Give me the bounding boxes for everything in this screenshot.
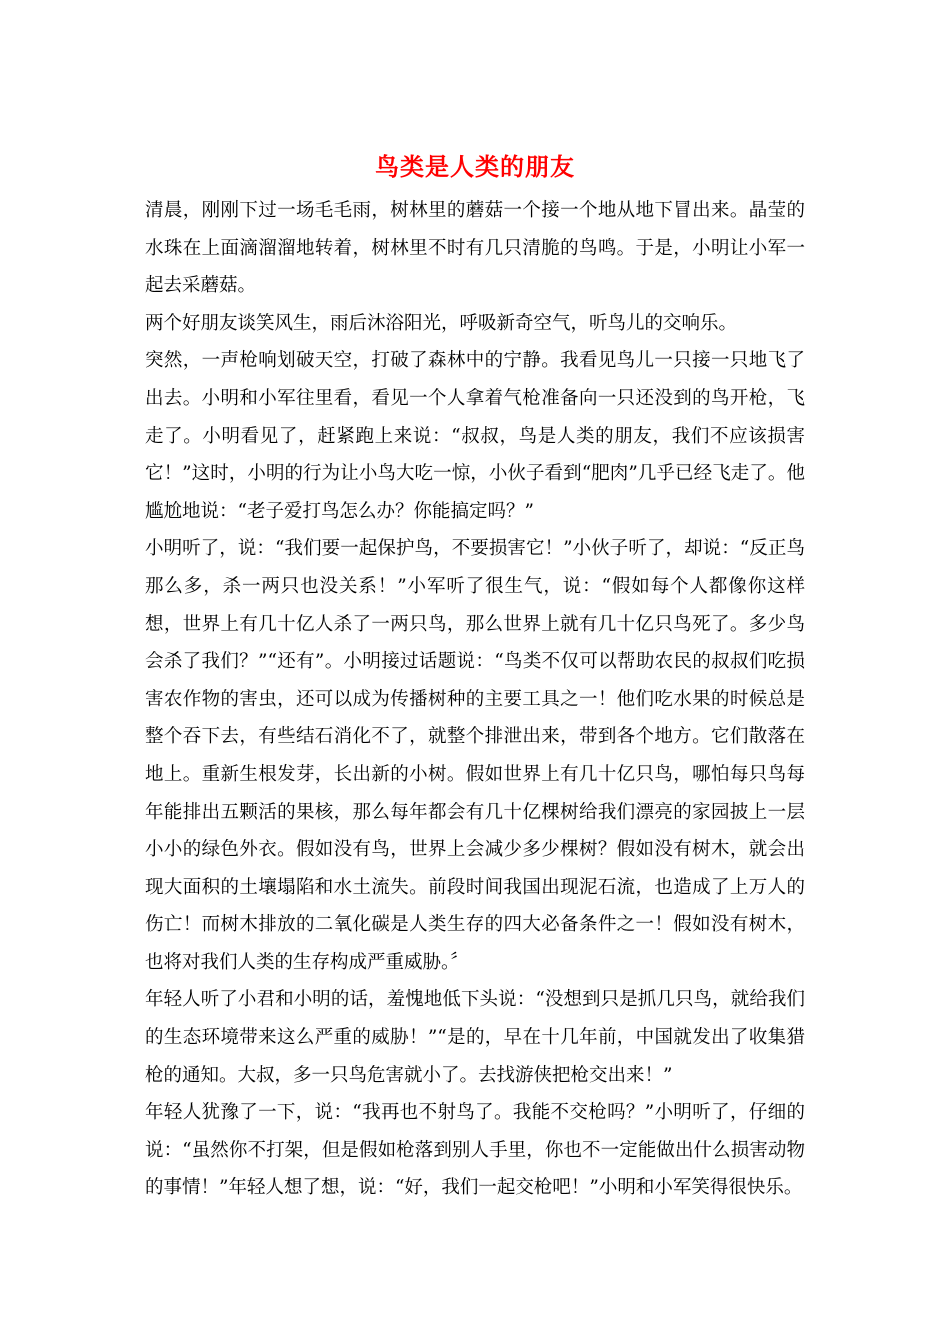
document-body — [145, 192, 805, 1207]
paragraph-4: 小明听了，说：“我们要一起保护鸟，不要损害它！”小伙子听了，却说：“反正鸟那么多，杀一两只也没关系！”小军听了很生气，说：“假如每个人都像你这样想，世界上有几十亿人杀了一两只鸟，那么世界上就有几十亿只鸟死了。多少鸟会杀了我们？”“还有”。小明接过话题说：“鸟类不仅可以帮助农民的叔叔们吃损害农作物的害虫，还可以成为传播树种的主要工具之一！他们吃水果的时候总是整个吞下去，有些结石消化不了，就整个排泄出来，带到各个地方。它们散落在地上。重新生根发芽，长出新的小树。假如世界上有几十亿只鸟，哪怕每只鸟每年能排出五颗活的果核，那么每年都会有几十亿棵树给我们漂亮的家园披上一层小小的绿色外衣。假如没有鸟，世界上会减少多少棵树？假如没有树木，就会出现大面积的土壤塌陷和水土流失。前段时间我国出现泥石流，也造成了上万人的伤亡！而树木排放的二氧化碳是人类生存的四大必备条件之一！假如没有树木，也将对我们人类的生存构成严重威胁。〞 — [145, 538, 805, 973]
paragraph-1: 清晨，刚刚下过一场毛毛雨，树林里的蘑菇一个接一个地从地下冒出来。晶莹的水珠在上面滴溜溜地转着，树林里不时有几只清脆的鸟鸣。于是，小明让小军一起去采蘑菇。 — [145, 200, 805, 297]
paragraph-2: 两个好朋友谈笑风生，雨后沐浴阳光，呼吸新奇空气，听鸟儿的交响乐。 — [145, 312, 738, 334]
paragraph-3: 突然，一声枪响划破天空，打破了森林中的宁静。我看见鸟儿一只接一只地飞了出去。小明和小军往里看，看见一个人拿着气枪准备向一只还没到的鸟开枪，飞走了。小明看见了，赶紧跑上来说：“叔叔，鸟是人类的朋友，我们不应该损害它！”这时，小明的行为让小鸟大吃一惊，小伙子看到“肥肉”几乎已经飞走了。他尴尬地说：“老子爱打鸟怎么办？你能搞定吗？” — [145, 350, 805, 522]
paragraph-6: 年轻人犹豫了一下，说：“我再也不射鸟了。我能不交枪吗？”小明听了，仔细的说：“虽然你不打架，但是假如枪落到别人手里，你也不一定能做出什么损害动物的事情！”年轻人想了想，说：“好，我们一起交枪吧！”小明和小军笑得很快乐。 — [145, 1102, 805, 1199]
page-title: 鸟类是人类的朋友 — [375, 153, 575, 181]
paragraph-5: 年轻人听了小君和小明的话，羞愧地低下头说：“没想到只是抓几只鸟，就给我们的生态环境带来这么严重的威胁！”“是的，早在十几年前，中国就发出了收集猎枪的通知。大叔，多一只鸟危害就小了。去找游侠把枪交出来！” — [145, 989, 805, 1086]
